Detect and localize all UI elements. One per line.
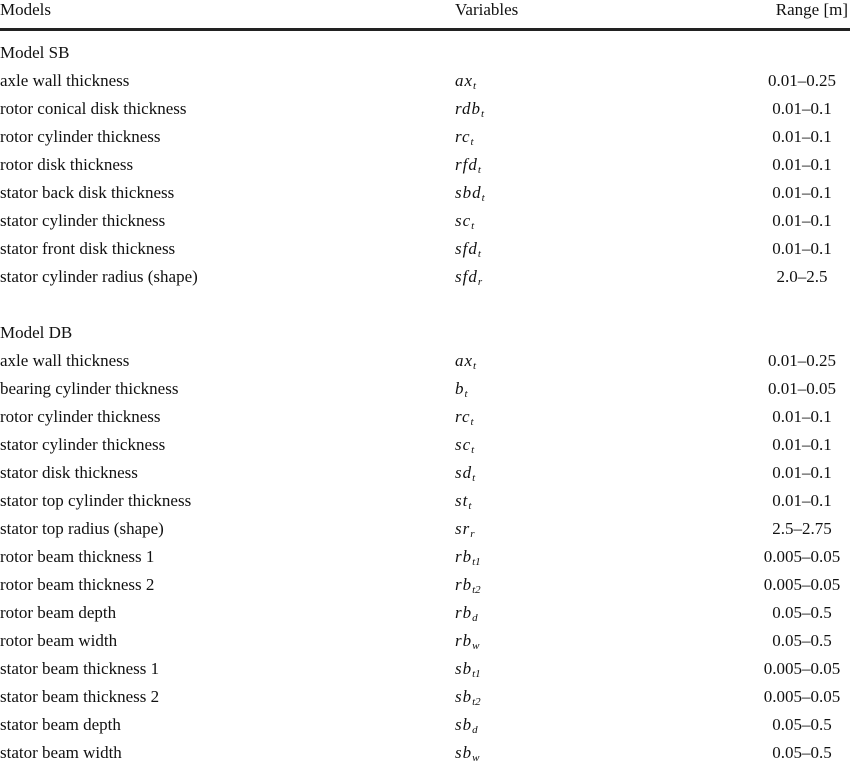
variable-subscript: t2	[472, 696, 481, 708]
table-row	[0, 627, 850, 655]
variable-subscript: t2	[472, 584, 481, 596]
range-value: 0.01–0.25	[768, 71, 836, 90]
variable-symbol	[455, 627, 479, 655]
model-parameter: rotor beam width	[0, 631, 118, 650]
variable-symbol	[455, 543, 481, 571]
variable-base: ax	[455, 71, 474, 90]
range-value: 0.05–0.5	[772, 715, 832, 734]
range-value: 0.005–0.05	[763, 659, 841, 678]
variable-subscript: d	[472, 724, 478, 736]
range-value: 0.01–0.05	[768, 379, 836, 398]
range-value: 0.01–0.1	[772, 127, 832, 146]
variable-subscript: t1	[472, 668, 481, 680]
table-row	[0, 347, 850, 375]
variable-subscript: t	[464, 388, 468, 400]
model-parameter: rotor conical disk thickness	[0, 99, 187, 118]
variable-base: sfd	[455, 267, 478, 286]
variable-base: rc	[455, 127, 471, 146]
table-row	[0, 431, 850, 459]
variable-subscript: r	[477, 276, 483, 288]
group-title-text: Model SB	[0, 43, 70, 62]
variable-base: sb	[455, 715, 473, 734]
model-parameter: stator top radius (shape)	[0, 519, 164, 538]
table-row	[0, 543, 850, 571]
range-value: 0.01–0.1	[772, 99, 832, 118]
variable-subscript: t	[473, 80, 477, 92]
variable-subscript: t	[477, 164, 481, 176]
variable-subscript: t	[468, 500, 472, 512]
table-row	[0, 207, 850, 235]
range-value: 0.05–0.5	[772, 603, 832, 622]
table-row	[0, 263, 850, 291]
variable-base: sfd	[455, 239, 478, 258]
variable-base: st	[455, 491, 469, 510]
variable-base: ax	[455, 351, 474, 370]
range-value: 0.01–0.1	[772, 463, 832, 482]
variable-subscript: t	[472, 472, 476, 484]
model-parameter: stator cylinder thickness	[0, 435, 166, 454]
variable-subscript: t	[471, 220, 475, 232]
model-parameter: stator back disk thickness	[0, 183, 175, 202]
variable-base: rb	[455, 547, 473, 566]
variable-symbol	[455, 95, 484, 123]
variable-symbol	[455, 683, 481, 711]
table-row	[0, 487, 850, 515]
variable-symbol	[455, 179, 485, 207]
group-title-text: Model DB	[0, 323, 73, 342]
variable-symbol	[455, 515, 475, 543]
variable-subscript: t1	[472, 556, 481, 568]
variable-subscript: t	[471, 444, 475, 456]
variable-subscript: t	[470, 416, 474, 428]
variable-base: rdb	[455, 99, 481, 118]
variable-symbol	[455, 599, 478, 627]
variable-symbol	[455, 151, 481, 179]
range-value: 0.05–0.5	[772, 631, 832, 650]
header-rule	[0, 28, 850, 31]
header-variables: Variables	[455, 0, 519, 19]
model-parameter: stator beam thickness 2	[0, 687, 160, 706]
table-row	[0, 739, 850, 767]
variable-subscript: w	[472, 752, 480, 764]
variable-symbol	[455, 711, 478, 739]
variable-symbol	[455, 207, 474, 235]
model-parameter: rotor cylinder thickness	[0, 407, 161, 426]
header-range: Range [m]	[775, 0, 848, 19]
variable-subscript: t	[481, 108, 485, 120]
model-parameter: axle wall thickness	[0, 71, 130, 90]
model-parameter: stator cylinder radius (shape)	[0, 267, 198, 286]
model-parameter: stator beam width	[0, 743, 122, 762]
variable-base: rc	[455, 407, 471, 426]
variable-symbol	[455, 235, 481, 263]
variable-symbol	[455, 123, 474, 151]
model-parameter: rotor beam depth	[0, 603, 117, 622]
range-value: 0.005–0.05	[763, 687, 841, 706]
table-row	[0, 515, 850, 543]
variable-symbol	[455, 571, 481, 599]
table-row	[0, 179, 850, 207]
variable-base: sc	[455, 211, 472, 230]
model-parameter: stator front disk thickness	[0, 239, 176, 258]
variable-subscript: t	[481, 192, 485, 204]
range-value: 0.01–0.1	[772, 239, 832, 258]
variable-base: b	[455, 379, 465, 398]
table-row	[0, 571, 850, 599]
variable-base: sb	[455, 743, 473, 762]
range-value: 0.005–0.05	[763, 547, 841, 566]
model-parameter: bearing cylinder thickness	[0, 379, 179, 398]
variable-symbol	[455, 347, 476, 375]
model-parameter: axle wall thickness	[0, 351, 130, 370]
variable-subscript: r	[470, 528, 475, 540]
range-value: 0.01–0.1	[772, 155, 832, 174]
variable-base: sb	[455, 659, 473, 678]
table-row	[0, 375, 850, 403]
variable-subscript: w	[472, 640, 480, 652]
variable-base: sr	[455, 519, 471, 538]
model-parameter: stator beam thickness 1	[0, 659, 160, 678]
group-title	[0, 39, 850, 67]
table-row	[0, 599, 850, 627]
variable-subscript: t	[477, 248, 481, 260]
range-value: 0.01–0.1	[772, 183, 832, 202]
variable-subscript: d	[472, 612, 478, 624]
header-models: Models	[0, 0, 51, 19]
model-parameter: rotor cylinder thickness	[0, 127, 161, 146]
table-row	[0, 235, 850, 263]
model-parameter: stator top cylinder thickness	[0, 491, 192, 510]
variable-base: rb	[455, 603, 473, 622]
variable-symbol	[455, 431, 474, 459]
variable-symbol	[455, 487, 471, 515]
table-row	[0, 459, 850, 487]
table-row	[0, 95, 850, 123]
table-row	[0, 403, 850, 431]
variable-subscript: t	[470, 136, 474, 148]
variable-base: sb	[455, 687, 473, 706]
model-parameter: stator cylinder thickness	[0, 211, 166, 230]
range-value: 0.01–0.25	[768, 351, 836, 370]
variable-base: rb	[455, 575, 473, 594]
table-row	[0, 711, 850, 739]
variable-symbol	[455, 375, 468, 403]
table-header	[0, 0, 850, 23]
range-value: 2.0–2.5	[776, 267, 828, 286]
range-value: 0.005–0.05	[763, 575, 841, 594]
table-row	[0, 123, 850, 151]
table-row	[0, 67, 850, 95]
model-parameter: stator disk thickness	[0, 463, 138, 482]
range-value: 0.01–0.1	[772, 407, 832, 426]
model-parameter: rotor beam thickness 1	[0, 547, 155, 566]
table-row	[0, 683, 850, 711]
group-title	[0, 319, 850, 347]
variable-symbol	[455, 263, 482, 291]
range-value: 0.01–0.1	[772, 435, 832, 454]
range-value: 2.5–2.75	[772, 519, 832, 538]
model-parameter: stator beam depth	[0, 715, 121, 734]
variable-symbol	[455, 67, 476, 95]
variable-base: rfd	[455, 155, 478, 174]
range-value: 0.05–0.5	[772, 743, 832, 762]
variable-base: sbd	[455, 183, 482, 202]
range-value: 0.01–0.1	[772, 211, 832, 230]
variable-subscript: t	[473, 360, 477, 372]
variable-base: sd	[455, 463, 473, 482]
model-parameter: rotor beam thickness 2	[0, 575, 155, 594]
variable-symbol	[455, 739, 479, 767]
table-row	[0, 151, 850, 179]
variable-base: rb	[455, 631, 473, 650]
variable-symbol	[455, 655, 481, 683]
variable-symbol	[455, 459, 475, 487]
variable-symbol	[455, 403, 474, 431]
model-parameter: rotor disk thickness	[0, 155, 134, 174]
range-value: 0.01–0.1	[772, 491, 832, 510]
variable-base: sc	[455, 435, 472, 454]
table-row	[0, 655, 850, 683]
